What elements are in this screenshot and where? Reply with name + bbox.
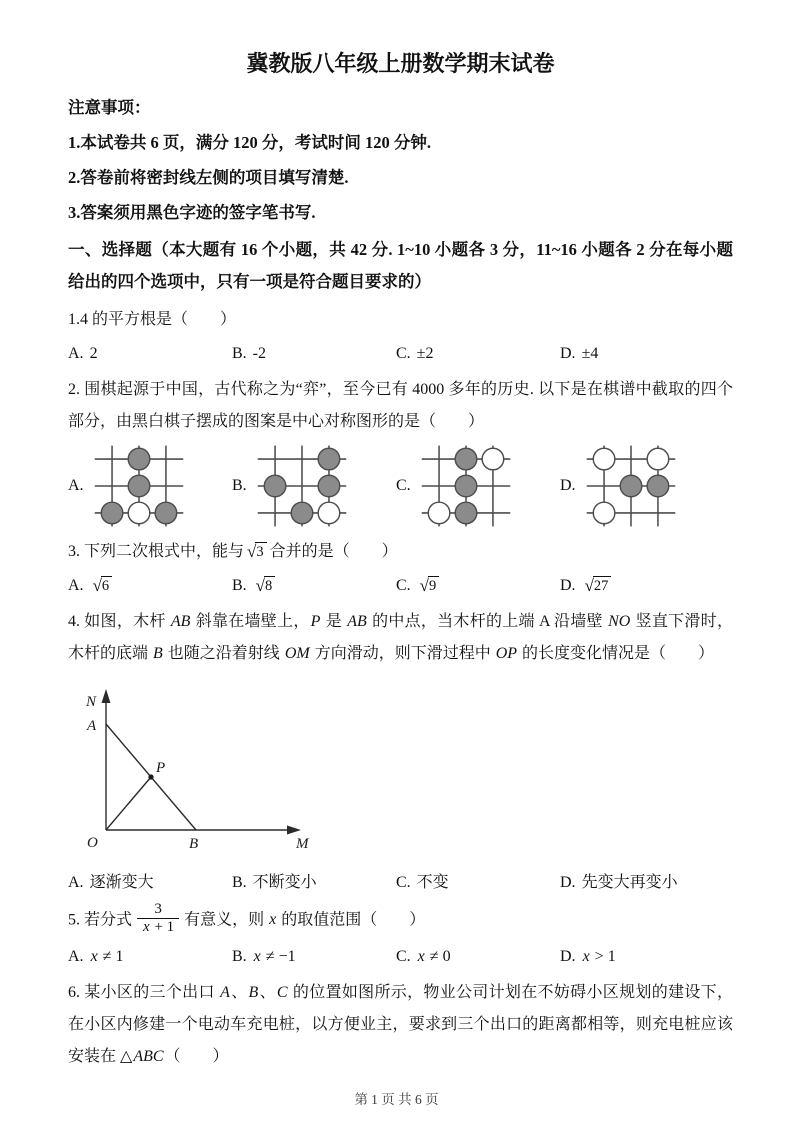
option-text: ±2 (416, 345, 434, 362)
notice-item-1: 1.本试卷共 6 页，满分 120 分，考试时间 120 分钟. (68, 133, 431, 152)
option-label: A. (68, 577, 84, 594)
option-formula: x > 1 (582, 947, 616, 965)
radicand: 6 (101, 576, 112, 597)
option-c (396, 869, 560, 897)
option-label: C. (396, 947, 411, 965)
option-b (232, 869, 396, 897)
option-label: B. (232, 577, 247, 594)
option-text: 逐渐变大 (89, 874, 154, 891)
radicand: 27 (593, 576, 612, 597)
option-label: D. (560, 345, 576, 362)
question-4-diagram (72, 680, 733, 865)
option-b (232, 572, 396, 600)
option-a (68, 869, 232, 897)
option-text: 2 (89, 345, 98, 362)
question-1-stem: 1.4 的平方根是（ ） (68, 311, 237, 328)
option-text: -2 (252, 345, 266, 362)
option-text: 先变大再变小 (581, 874, 678, 891)
notice-heading: 注意事项： (68, 98, 151, 117)
option-label: C. (396, 345, 411, 362)
option-label: B. (232, 477, 247, 494)
option-formula: x ≠ 1 (90, 947, 124, 965)
arrow-up-icon (102, 689, 111, 703)
option-label: C. (396, 477, 411, 494)
option-formula: x ≠ 0 (417, 947, 451, 965)
option-d (560, 572, 733, 600)
sqrt-expression (93, 576, 113, 597)
point-p-dot (148, 774, 153, 779)
option-a (68, 340, 232, 368)
option-d (560, 340, 733, 368)
option-label: A. (68, 477, 84, 494)
label-m: M (296, 836, 309, 852)
option-label: C. (396, 874, 411, 891)
option-c (396, 943, 560, 971)
question-4-stem: 4. 如图，木杆 AB 斜靠在墙壁上，P 是 AB 的中点，当木杆的上端 A 沿墙壁 NO 竖直下滑时，木杆的底端 B 也随之沿着射线 OM 方向滑动，则下滑过程中 OP 的长度变化情况是（ ） (68, 613, 733, 662)
go-board-c-figure (415, 442, 517, 530)
option-label: B. (232, 947, 247, 965)
option-label: D. (560, 577, 576, 594)
label-p: P (156, 760, 166, 776)
go-board-option-a (68, 442, 232, 530)
option-label: A. (68, 345, 84, 362)
radical-sign: √ (419, 576, 430, 595)
notice-item-2: 2.答卷前将密封线左侧的项目填写清楚. (68, 168, 349, 187)
option-label: A. (68, 947, 84, 965)
label-a: A (87, 718, 97, 734)
label-o: O (87, 835, 98, 851)
option-d (560, 869, 733, 897)
question-3-options (68, 572, 733, 600)
go-board-option-c (396, 442, 560, 530)
arrow-right-icon (287, 826, 301, 835)
radical-sign: √ (255, 576, 266, 595)
ladder-slide-diagram (72, 680, 322, 860)
page-title: 冀教版八年级上册数学期末试卷 (246, 51, 555, 76)
page-number-footer: 第 1 页 共 6 页 (354, 1092, 439, 1107)
radical-sign: √ (584, 576, 594, 595)
notice-item-3: 3.答案须用黑色字迹的签字笔书写. (68, 203, 316, 222)
option-label: A. (68, 874, 84, 891)
question-5-options (68, 943, 733, 971)
go-board-d-figure (580, 442, 682, 530)
label-b: B (189, 836, 199, 852)
option-text: 不断变小 (252, 874, 317, 891)
option-text: ±4 (581, 345, 599, 362)
question-1-options (68, 340, 733, 368)
option-label: D. (560, 947, 576, 965)
go-board-option-d (560, 442, 733, 530)
question-4-options (68, 869, 733, 897)
option-a (68, 572, 232, 600)
question-6-stem: 6. 某小区的三个出口 A、B、C 的位置如图所示，物业公司计划在不妨碍小区规划的建设下，在小区内修建一个电动车充电桩，以方便业主，要求到三个出口的距离都相等，则充电桩应该安装在 △ABC（ ） (68, 983, 733, 1065)
radicand: 8 (264, 576, 275, 597)
question-3-stem: 3. 下列二次根式中，能与 √ 3 合并的是（ ） (68, 542, 398, 561)
sqrt-expression (420, 576, 440, 597)
question-2-boards (68, 442, 733, 530)
option-formula: x ≠ −1 (253, 947, 296, 965)
option-text: 不变 (416, 874, 449, 891)
option-label: D. (560, 477, 576, 494)
label-n: N (86, 694, 97, 710)
option-d (560, 943, 733, 971)
question-2-stem: 2. 围棋起源于中国，古代称之为“弈”，至今已有 4000 多年的历史. 以下是在棋谱中截取的四个部分，由黑白棋子摆成的图案是中心对称图形的是（ ） (68, 381, 733, 430)
question-5-stem: 5. 若分式 $\frac{3}{x + 1}$ 有意义，则 x 的取值范围（ ） (68, 901, 426, 936)
section-heading: 一、选择题（本大题有 16 个小题，共 42 分. 1~10 小题各 3 分，11~16 小题各 2 分在每小题给出的四个选项中，只有一项是符合题目要求的） (68, 240, 733, 291)
option-label: C. (396, 577, 411, 594)
go-board-option-b (232, 442, 396, 530)
radical-sign: √ (92, 576, 102, 595)
option-c (396, 572, 560, 600)
option-label: D. (560, 874, 576, 891)
option-b (232, 340, 396, 368)
option-c (396, 340, 560, 368)
sqrt-expression (585, 576, 612, 597)
option-label: B. (232, 874, 247, 891)
radicand: 9 (428, 576, 439, 597)
go-board-b-figure (251, 442, 353, 530)
option-b (232, 943, 396, 971)
sqrt-expression (256, 576, 276, 597)
option-label: B. (232, 345, 247, 362)
option-a (68, 943, 232, 971)
go-board-a-figure (88, 442, 190, 530)
